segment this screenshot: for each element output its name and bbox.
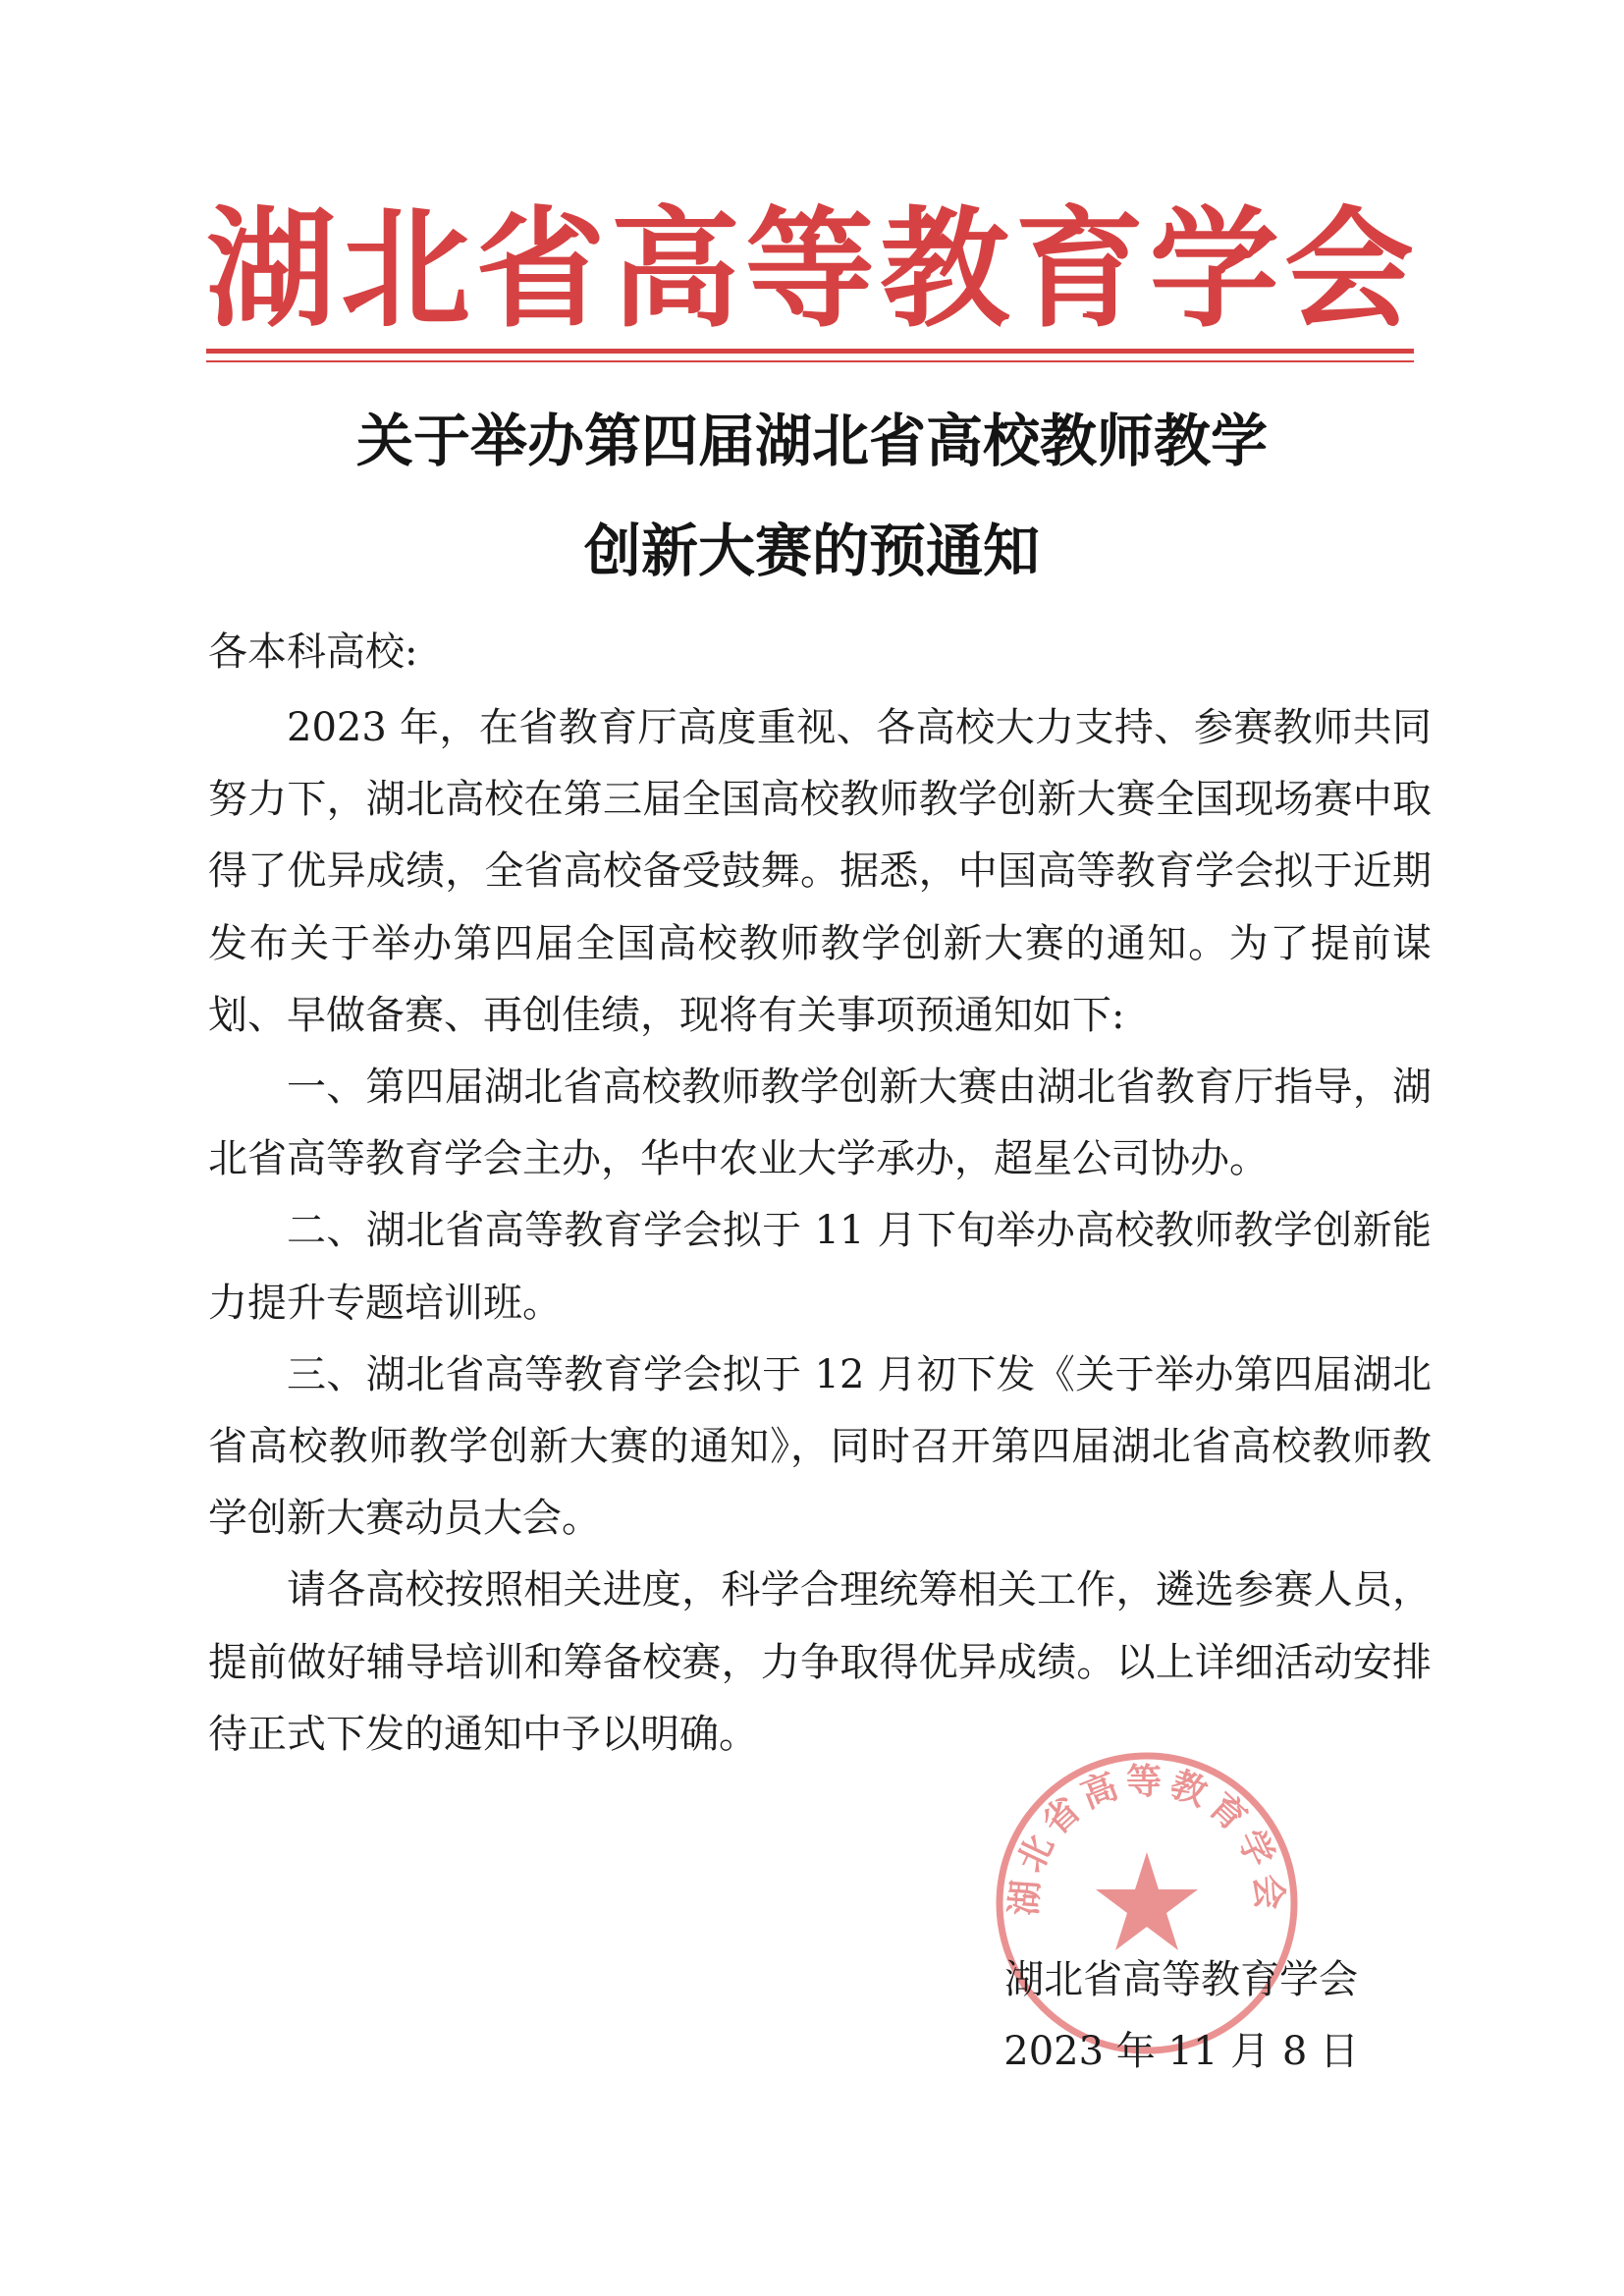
document-title-line-1: 关于举办第四届湖北省高校教师教学 <box>355 408 1268 474</box>
letterhead-char: 育 <box>1014 194 1145 346</box>
letterhead-rule-thick <box>206 349 1414 354</box>
body-paragraph-item-3: 三、湖北省高等教育学会拟于 12 月初下发《关于举办第四届湖北省高校教师教学创新大赛的通知》，同时召开第四届湖北省高校教师教学创新大赛动员大会。 <box>208 1351 1432 1542</box>
organization-letterhead <box>206 196 1414 344</box>
body-paragraph-intro: 2023 年，在省教育厅高度重视、各高校大力支持、参赛教师共同努力下，湖北高校在第三届全国高校教师教学创新大赛全国现场赛中取得了优异成绩，全省高校备受鼓舞。据悉，中国高等教育学会拟于近期发布关于举办第四届全国高校教师教学创新大赛的通知。为了提前谋划、早做备赛、再创佳绩，现将有关事项预通知如下: <box>208 705 1432 1038</box>
letterhead-char: 高 <box>610 194 740 346</box>
document-body <box>208 692 1432 1771</box>
document-title-line-2: 创新大赛的预通知 <box>583 518 1040 584</box>
signature-organization: 湖北省高等教育学会 <box>1004 1957 1359 2002</box>
salutation: 各本科高校: <box>208 629 418 675</box>
letterhead-char: 学 <box>1149 194 1279 346</box>
letterhead-char: 湖 <box>206 194 336 346</box>
letterhead-rule-thin <box>206 360 1414 362</box>
body-paragraph-closing: 请各高校按照相关进度，科学合理统筹相关工作，遴选参赛人员，提前做好辅导培训和筹备校赛，力争取得优异成绩。以上详细活动安排待正式下发的通知中予以明确。 <box>208 1567 1432 1757</box>
seal-text: 湖北省高等教育学会 <box>1003 1762 1290 1918</box>
signature-date: 2023 年 11 月 8 日 <box>1003 2029 1359 2074</box>
letterhead-char: 等 <box>745 194 875 346</box>
svg-text:湖北省高等教育学会 <box>1004 1762 1289 1917</box>
body-paragraph-item-1: 一、第四届湖北省高校教师教学创新大赛由湖北省教育厅指导，湖北省高等教育学会主办，华中农业大学承办，超星公司协办。 <box>208 1065 1432 1182</box>
letterhead-char: 会 <box>1284 194 1414 346</box>
letterhead-char: 北 <box>341 194 471 346</box>
seal-star-icon <box>1096 1852 1198 1950</box>
letterhead-char: 教 <box>880 194 1010 346</box>
letterhead-char: 省 <box>475 194 606 346</box>
signature-block <box>1003 1944 1359 2088</box>
body-paragraph-item-2: 二、湖北省高等教育学会拟于 11 月下旬举办高校教师教学创新能力提升专题培训班。 <box>208 1208 1432 1326</box>
